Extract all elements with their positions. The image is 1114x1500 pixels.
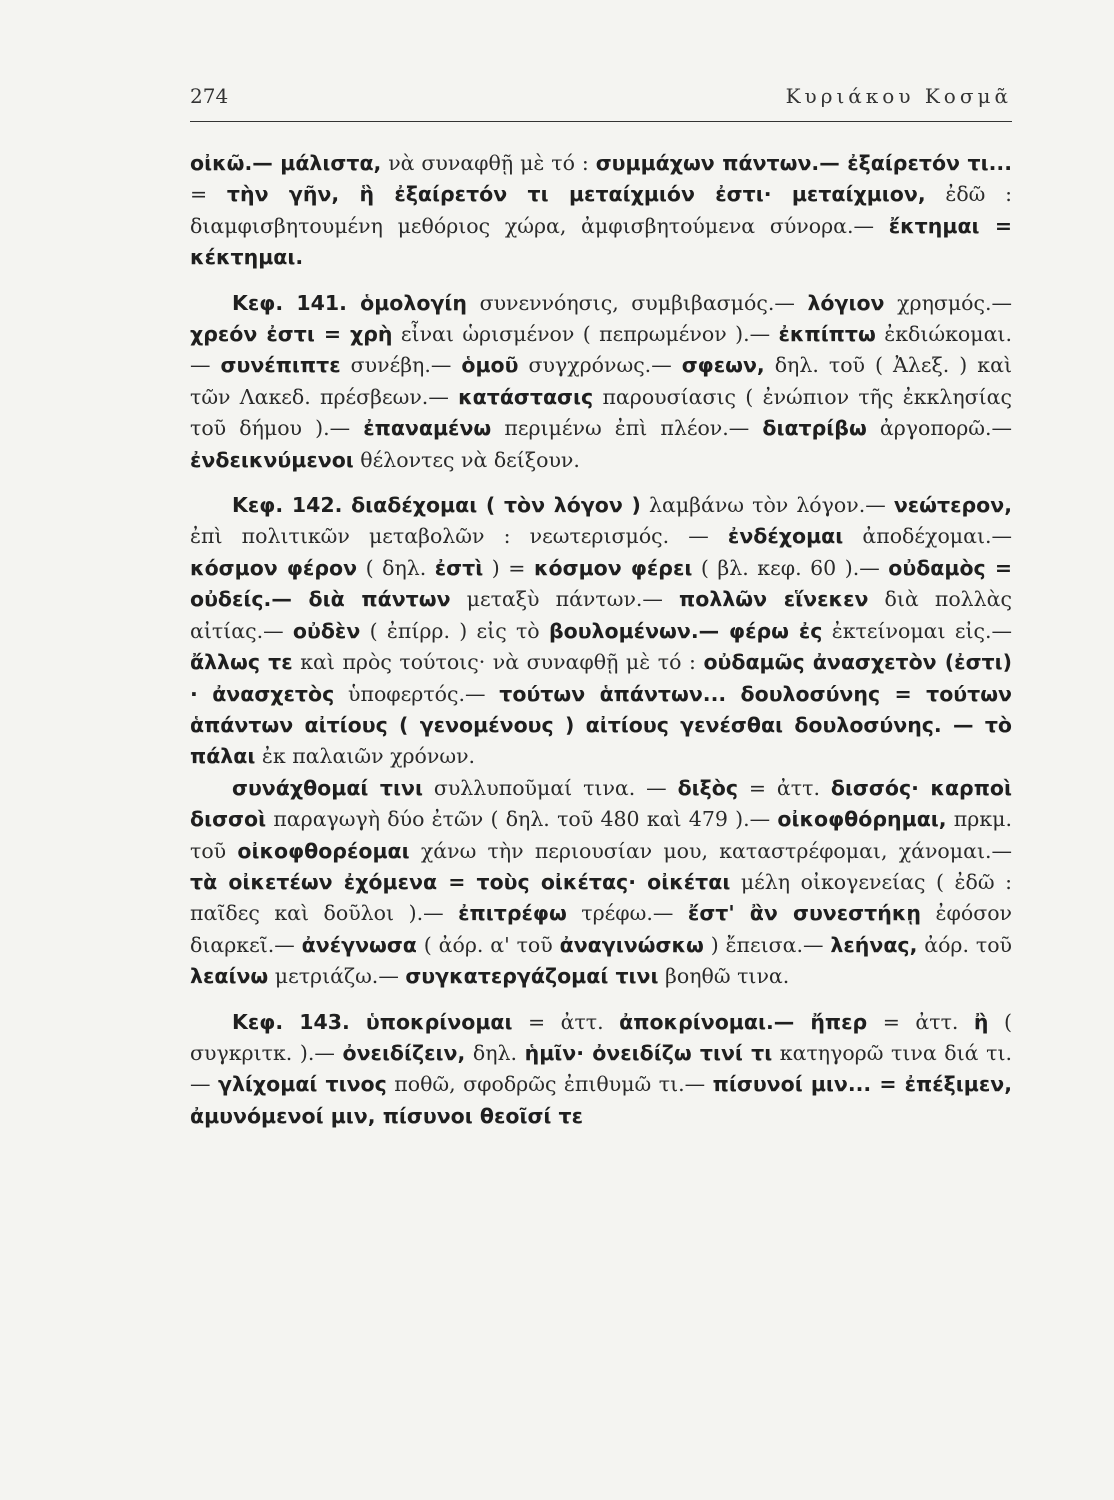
gloss-text: περιμένω ἐπὶ πλέον.— bbox=[491, 416, 763, 441]
lemma-term: συνέπιπτε bbox=[220, 353, 341, 378]
gloss-text: ( βλ. κεφ. 60 ).— bbox=[692, 555, 889, 580]
lemma-term: διατρίβω bbox=[762, 416, 867, 441]
lemma-term: λόγιον bbox=[807, 290, 885, 315]
lemma-term: ἐκπίπτω bbox=[778, 322, 876, 347]
lemma-term: τὰ οἰκετέων ἐχόμενα = τοὺς οἰκέτας· οἰκέται bbox=[190, 869, 731, 894]
lemma-term: γλίχομαί τινος bbox=[218, 1072, 387, 1097]
lemma-term: πολλῶν εἵνεκεν bbox=[679, 587, 869, 612]
lemma-term: οἰκῶ.— μάλιστα, bbox=[190, 151, 382, 175]
lemma-term: χρεόν ἐστι = χρὴ bbox=[190, 322, 393, 347]
gloss-text: ( συγκριτκ. ).— bbox=[190, 1009, 1012, 1065]
lemma-term: οὐδαμὸς = οὐδείς.— διὰ πάντων bbox=[190, 555, 1013, 612]
lemma-term: πίσυνοί μιν... = ἐπέξιμεν, ἀμυνόμενοί μιν, πίσυνοι θεοῖσί τε bbox=[190, 1072, 1012, 1128]
lemma-term: λεαίνω bbox=[190, 964, 269, 989]
page-body bbox=[190, 148, 1012, 1132]
lemma-term: ἀποκρίνομαι.— ἤπερ bbox=[619, 1009, 868, 1034]
lemma-term: Κεφ. 143. ὑποκρίνομαι bbox=[232, 1009, 513, 1034]
lemma-term: τὴν γῆν, ἣ ἐξαίρετόν τι μεταίχμιόν ἐστι· μεταίχμιον, bbox=[226, 182, 926, 207]
gloss-text: ἐφόσον διαρκεῖ.— bbox=[190, 901, 1013, 957]
gloss-text: = ἀττ. bbox=[737, 775, 831, 800]
gloss-text: πρκμ. τοῦ bbox=[190, 807, 1012, 863]
lemma-term: Κεφ. 141. ὁμολογίη bbox=[232, 290, 467, 315]
gloss-text: δηλ. τοῦ ( Ἀλεξ. ) καὶ τῶν Λακεδ. πρέσβεων.— bbox=[190, 353, 1012, 409]
running-title: Κυριάκου Κοσμᾶ bbox=[785, 84, 1012, 108]
gloss-text: εἶναι ὡρισμένον ( πεπρωμένον ).— bbox=[392, 322, 779, 347]
lemma-term: σφεων, bbox=[681, 353, 765, 378]
gloss-text: ποθῶ, σφοδρῶς ἐπιθυμῶ τι.— bbox=[386, 1072, 713, 1097]
gloss-text: θέλοντες νὰ δείξουν. bbox=[353, 447, 580, 472]
gloss-text: ἐκδιώκομαι.— bbox=[190, 322, 1012, 378]
gloss-text: βοηθῶ τινα. bbox=[658, 964, 790, 989]
paragraph-chapter-141 bbox=[190, 288, 1012, 476]
paragraph-chapter-143 bbox=[190, 1007, 1012, 1133]
lemma-term: βουλομένων.— φέρω ἐς bbox=[548, 618, 823, 643]
gloss-text: καὶ πρὸς τούτοις· νὰ συναφθῇ μὲ τό : bbox=[292, 650, 704, 675]
lemma-term: συμμάχων πάντων.— ἐξαίρετόν τι... bbox=[595, 151, 1012, 175]
lemma-term: οὐδαμῶς ἀνασχετὸν (ἐστι) · ἀνασχετὸς bbox=[190, 650, 1012, 706]
gloss-text: = ἀττ. bbox=[512, 1009, 620, 1034]
gloss-text: συγχρόνως.— bbox=[518, 353, 682, 378]
gloss-text: παρουσίασις ( ἐνώπιον τῆς ἐκκλησίας τοῦ δήμου ).— bbox=[190, 384, 1012, 441]
gloss-text: μεταξὺ πάντων.— bbox=[450, 587, 680, 612]
lemma-term: ἐπαναμένω bbox=[363, 416, 492, 441]
gloss-text: ) ἔπεισα.— bbox=[703, 932, 831, 957]
gloss-text: κατηγορῶ τινα διά τι.— bbox=[190, 1040, 1013, 1097]
lemma-term: ἐνδεικνύμενοι bbox=[190, 447, 354, 472]
header-rule bbox=[190, 121, 1012, 122]
gloss-text: ἐκ παλαιῶν χρόνων. bbox=[255, 744, 476, 769]
lemma-term: οἰκοφθόρημαι, bbox=[777, 807, 947, 832]
gloss-text: νὰ συναφθῇ μὲ τό : bbox=[381, 151, 596, 175]
lemma-term: οὐδὲν bbox=[292, 618, 361, 643]
gloss-text: χάνω τὴν περιουσίαν μου, καταστρέφομαι, χάνομαι.— bbox=[409, 838, 1012, 863]
lemma-term: κόσμον φέρον bbox=[190, 555, 358, 580]
lemma-term: λεήνας, bbox=[830, 932, 918, 957]
gloss-text: ἀποδέχομαι.— bbox=[843, 524, 1013, 549]
lemma-term: ἐστὶ bbox=[434, 555, 484, 580]
gloss-text: δηλ. bbox=[465, 1040, 525, 1065]
page-number: 274 bbox=[190, 84, 229, 108]
gloss-text: τρέφω.— bbox=[566, 901, 688, 926]
gloss-text: διὰ πολλὰς αἰτίας.— bbox=[190, 587, 1012, 643]
gloss-text: μέλη οἰκογενείας ( ἐδῶ : παῖδες καὶ δοῦλοι ).— bbox=[190, 869, 1012, 926]
lemma-term: ἡμῖν· ὀνειδίζω τινί τι bbox=[524, 1040, 773, 1065]
gloss-text: συνεννόησις, συμβιβασμός.— bbox=[467, 290, 808, 315]
lemma-term: ἐνδέχομαι bbox=[727, 524, 844, 549]
lemma-term: κατάστασις bbox=[458, 384, 594, 409]
lemma-term: ἐπιτρέφω bbox=[458, 901, 567, 926]
lemma-term: ἔστ' ἂν συνεστήκῃ bbox=[687, 901, 921, 926]
gloss-text: ( ἐπίρρ. ) εἰς τὸ bbox=[360, 618, 549, 643]
lemma-term: συγκατεργάζομαί τινι bbox=[405, 964, 659, 989]
gloss-text: παραγωγὴ δύο ἐτῶν ( δηλ. τοῦ 480 καὶ 479 ).— bbox=[266, 807, 778, 832]
gloss-text: ἐπὶ πολιτικῶν μεταβολῶν : νεωτερισμός. — bbox=[190, 524, 728, 549]
gloss-text: = ἀττ. bbox=[867, 1009, 974, 1034]
gloss-text: ἀργοπορῶ.— bbox=[866, 416, 1012, 441]
lemma-term: ὀνειδίζειν, bbox=[342, 1040, 466, 1065]
lemma-term: Κεφ. 142. διαδέχομαι ( τὸν λόγον ) bbox=[232, 493, 641, 518]
gloss-text: ὑποφερτός.— bbox=[334, 681, 500, 706]
lemma-term: ἀνέγνωσα bbox=[301, 932, 417, 957]
lemma-term: ἢ bbox=[973, 1009, 989, 1034]
lemma-term: συνάχθομαί τινι bbox=[232, 775, 423, 800]
gloss-text: συλλυποῦμαί τινα. — bbox=[422, 775, 678, 800]
lemma-term: νεώτερον, bbox=[893, 493, 1013, 518]
gloss-text: = bbox=[190, 182, 227, 207]
lemma-term: δισσός· καρποὶ δισσοὶ bbox=[190, 775, 1012, 832]
lemma-term: οἰκοφθορέομαι bbox=[237, 838, 410, 863]
gloss-text: χρησμός.— bbox=[884, 290, 1013, 315]
gloss-text: λαμβάνω τὸν λόγον.— bbox=[640, 493, 894, 518]
gloss-text: ἀόρ. τοῦ bbox=[917, 932, 1012, 957]
gloss-text: ) = bbox=[483, 555, 534, 580]
lemma-term: ἀναγινώσκω bbox=[559, 932, 704, 957]
page-header bbox=[190, 84, 1012, 114]
lemma-term: διξὸς bbox=[677, 775, 738, 800]
paragraph-1 bbox=[190, 148, 1012, 274]
paragraph-chapter-142 bbox=[190, 490, 1012, 773]
lemma-term: κόσμον φέρει bbox=[533, 555, 693, 580]
paragraph-sunachthomai bbox=[190, 773, 1012, 993]
gloss-text: συνέβη.— bbox=[340, 353, 462, 378]
gloss-text: ἐκτείνομαι εἰς.— bbox=[822, 618, 1012, 643]
lemma-term: τούτων ἁπάντων... δουλοσύνης = τούτων ἁπάντων αἰτίους ( γενομένους ) αἰτίους γενέσθαι δουλοσύνης. — τὸ πάλαι bbox=[190, 681, 1012, 769]
lemma-term: ὁμοῦ bbox=[461, 353, 519, 378]
lemma-term: ἔκτημαι = κέκτημαι. bbox=[190, 213, 1012, 270]
gloss-text: ἐδῶ : διαμφισβητουμένη μεθόριος χώρα, ἀμφισβητούμενα σύνορα.— bbox=[190, 182, 1012, 238]
gloss-text: ( ἀόρ. α' τοῦ bbox=[416, 932, 560, 957]
gloss-text: μετριάζω.— bbox=[268, 964, 406, 989]
gloss-text: ( δηλ. bbox=[357, 555, 435, 580]
lemma-term: ἄλλως τε bbox=[190, 650, 293, 675]
